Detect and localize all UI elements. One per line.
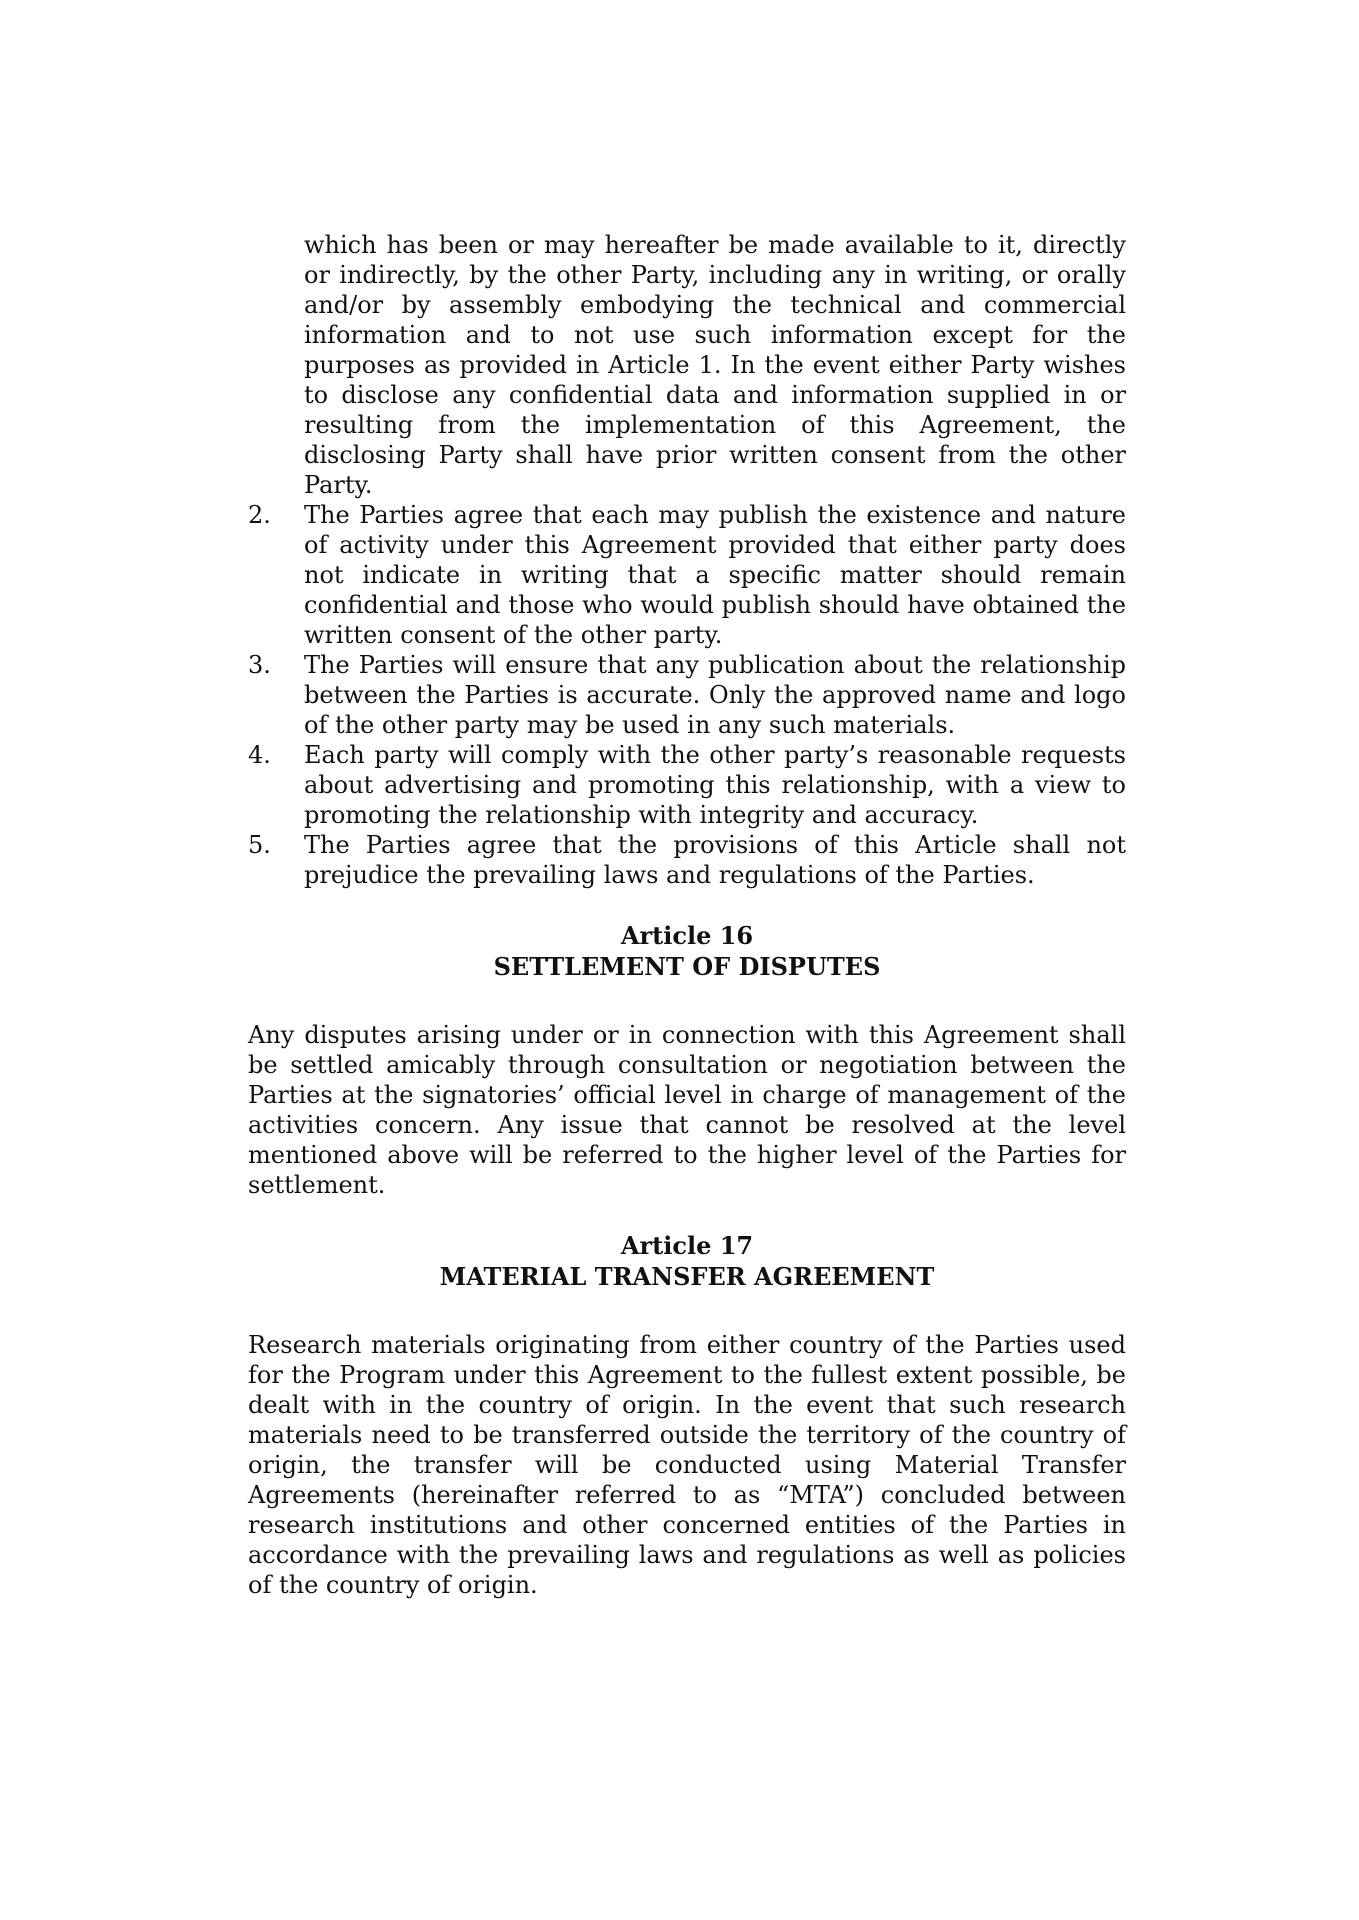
list-item-text: which has been or may hereafter be made available to it, directly or indirectly, by the other Party, including any in writing, or orally and/or by assembly embodying the technical and commercial information and to not use such information except for the purposes as provided in Article 1. In the event either Party wishes to disclose any confidential data and information supplied in or resulting from the implementation of this Agreement, the disclosing Party shall have prior written consent from the other Party.	[304, 231, 1126, 499]
article-16-heading	[248, 920, 1126, 982]
list-item	[248, 830, 1126, 890]
article-17-body: Research materials originating from either country of the Parties used for the Program under this Agreement to the fullest extent possible, be dealt with in the country of origin. In the event that such research materials need to be transferred outside the territory of the country of origin, the transfer will be conducted using Material Transfer Agreements (hereinafter referred to as “MTA”) concluded between research institutions and other concerned entities of the Parties in accordance with the prevailing laws and regulations as well as policies of the country of origin.	[248, 1331, 1126, 1599]
list-item-number: 5.	[248, 831, 271, 859]
article-16-body: Any disputes arising under or in connection with this Agreement shall be settled amicably through consultation or negotiation between the Parties at the signatories’ official level in charge of management of the activities concern. Any issue that cannot be resolved at the level mentioned above will be referred to the higher level of the Parties for settlement.	[248, 1021, 1126, 1199]
list-item	[248, 740, 1126, 830]
list-item-text: Each party will comply with the other party’s reasonable requests about advertising and promoting this relationship, with a view to promoting the relationship with integrity and accuracy.	[304, 741, 1126, 829]
list-item	[248, 650, 1126, 740]
article-16-number: Article 16	[620, 921, 754, 950]
list-item-text: The Parties agree that each may publish the existence and nature of activity under this Agreement provided that either party does not indicate in writing that a specific matter should remain confidential and those who would publish should have obtained the written consent of the other party.	[304, 501, 1126, 649]
list-item-number: 3.	[248, 651, 271, 679]
list-item-number: 2.	[248, 501, 271, 529]
article-17-title: MATERIAL TRANSFER AGREEMENT	[439, 1262, 935, 1291]
article-17-heading	[248, 1230, 1126, 1292]
document-content	[248, 230, 1126, 1600]
article-16-title: SETTLEMENT OF DISPUTES	[493, 952, 881, 981]
list-item-number: 4.	[248, 741, 271, 769]
article-17-number: Article 17	[620, 1231, 754, 1260]
list-item-continuation	[248, 230, 1126, 500]
list-item-text: The Parties will ensure that any publication about the relationship between the Parties is accurate. Only the approved name and logo of the other party may be used in any such materials.	[304, 651, 1126, 739]
list-item	[248, 500, 1126, 650]
list-item-text: The Parties agree that the provisions of this Article shall not prejudice the prevailing laws and regulations of the Parties.	[304, 831, 1126, 889]
